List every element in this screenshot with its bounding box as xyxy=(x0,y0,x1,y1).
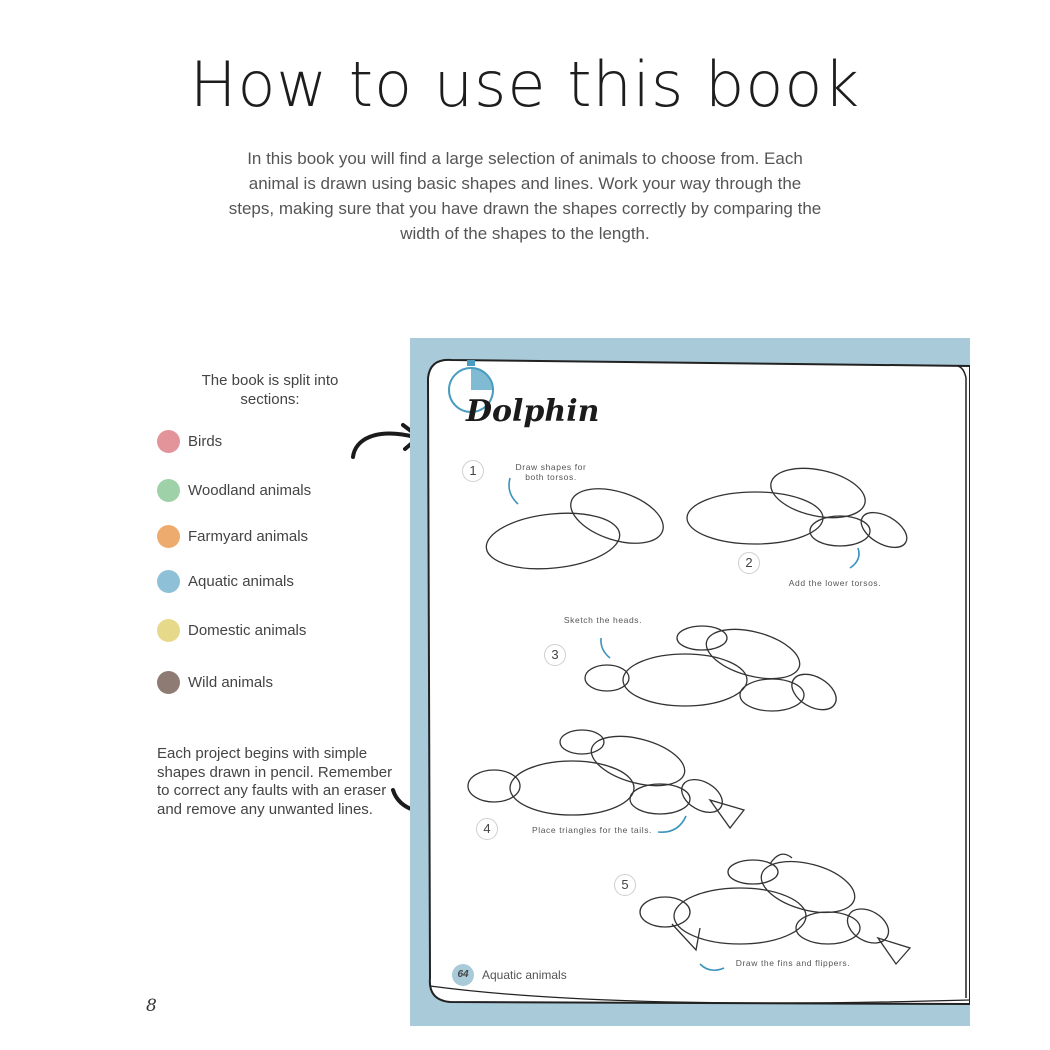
sample-book-page xyxy=(410,338,970,1026)
section-item-domestic xyxy=(157,618,306,642)
annotation-step3: Sketch the heads. xyxy=(563,615,643,625)
section-label: Aquatic animals xyxy=(188,572,294,590)
annotation-step4: Place triangles for the tails. xyxy=(531,825,653,835)
woodland-color-dot xyxy=(157,479,180,502)
section-label: Wild animals xyxy=(188,673,274,691)
sections-heading: The book is split into sections: xyxy=(201,372,339,408)
section-item-birds xyxy=(157,429,222,453)
page-title: How to use this book xyxy=(189,48,861,121)
section-item-woodland xyxy=(157,478,311,502)
annotation-step5: Draw the fins and flippers. xyxy=(735,958,851,968)
annotation-step2: Add the lower torsos. xyxy=(788,578,882,588)
farmyard-color-dot xyxy=(157,525,180,548)
wild-color-dot xyxy=(157,671,180,694)
domestic-color-dot xyxy=(157,619,180,642)
sample-page-title: Dolphin xyxy=(466,394,600,429)
intro-paragraph: In this book you will find a large selection of animals to choose from. Each animal is drawn using basic shapes and lines. Work your way through the steps, making sure that you have drawn the shapes correctly by comparing the width of the shapes to the length. xyxy=(228,149,822,243)
step-number: 2 xyxy=(738,552,760,574)
section-label: Farmyard animals xyxy=(188,527,309,545)
page-number: 8 xyxy=(146,996,157,1016)
footer-section-label: Aquatic animals xyxy=(482,968,567,982)
annotation-step1: Draw shapes for both torsos. xyxy=(515,462,587,482)
section-item-farmyard xyxy=(157,524,308,548)
section-item-aquatic xyxy=(157,569,294,593)
section-label: Domestic animals xyxy=(188,621,307,639)
section-label: Birds xyxy=(188,432,223,450)
birds-color-dot xyxy=(157,430,180,453)
footer-page-badge: 64 xyxy=(452,964,474,986)
section-item-wild xyxy=(157,670,273,694)
step-number: 3 xyxy=(544,644,566,666)
project-note: Each project begins with simple shapes drawn in pencil. Remember to correct any faults with an eraser and remove any unwanted lines. xyxy=(157,745,393,818)
step-number: 4 xyxy=(476,818,498,840)
step-number: 1 xyxy=(462,460,484,482)
aquatic-color-dot xyxy=(157,570,180,593)
step-number: 5 xyxy=(614,874,636,896)
book-illustration xyxy=(410,338,970,1026)
section-label: Woodland animals xyxy=(188,481,312,499)
